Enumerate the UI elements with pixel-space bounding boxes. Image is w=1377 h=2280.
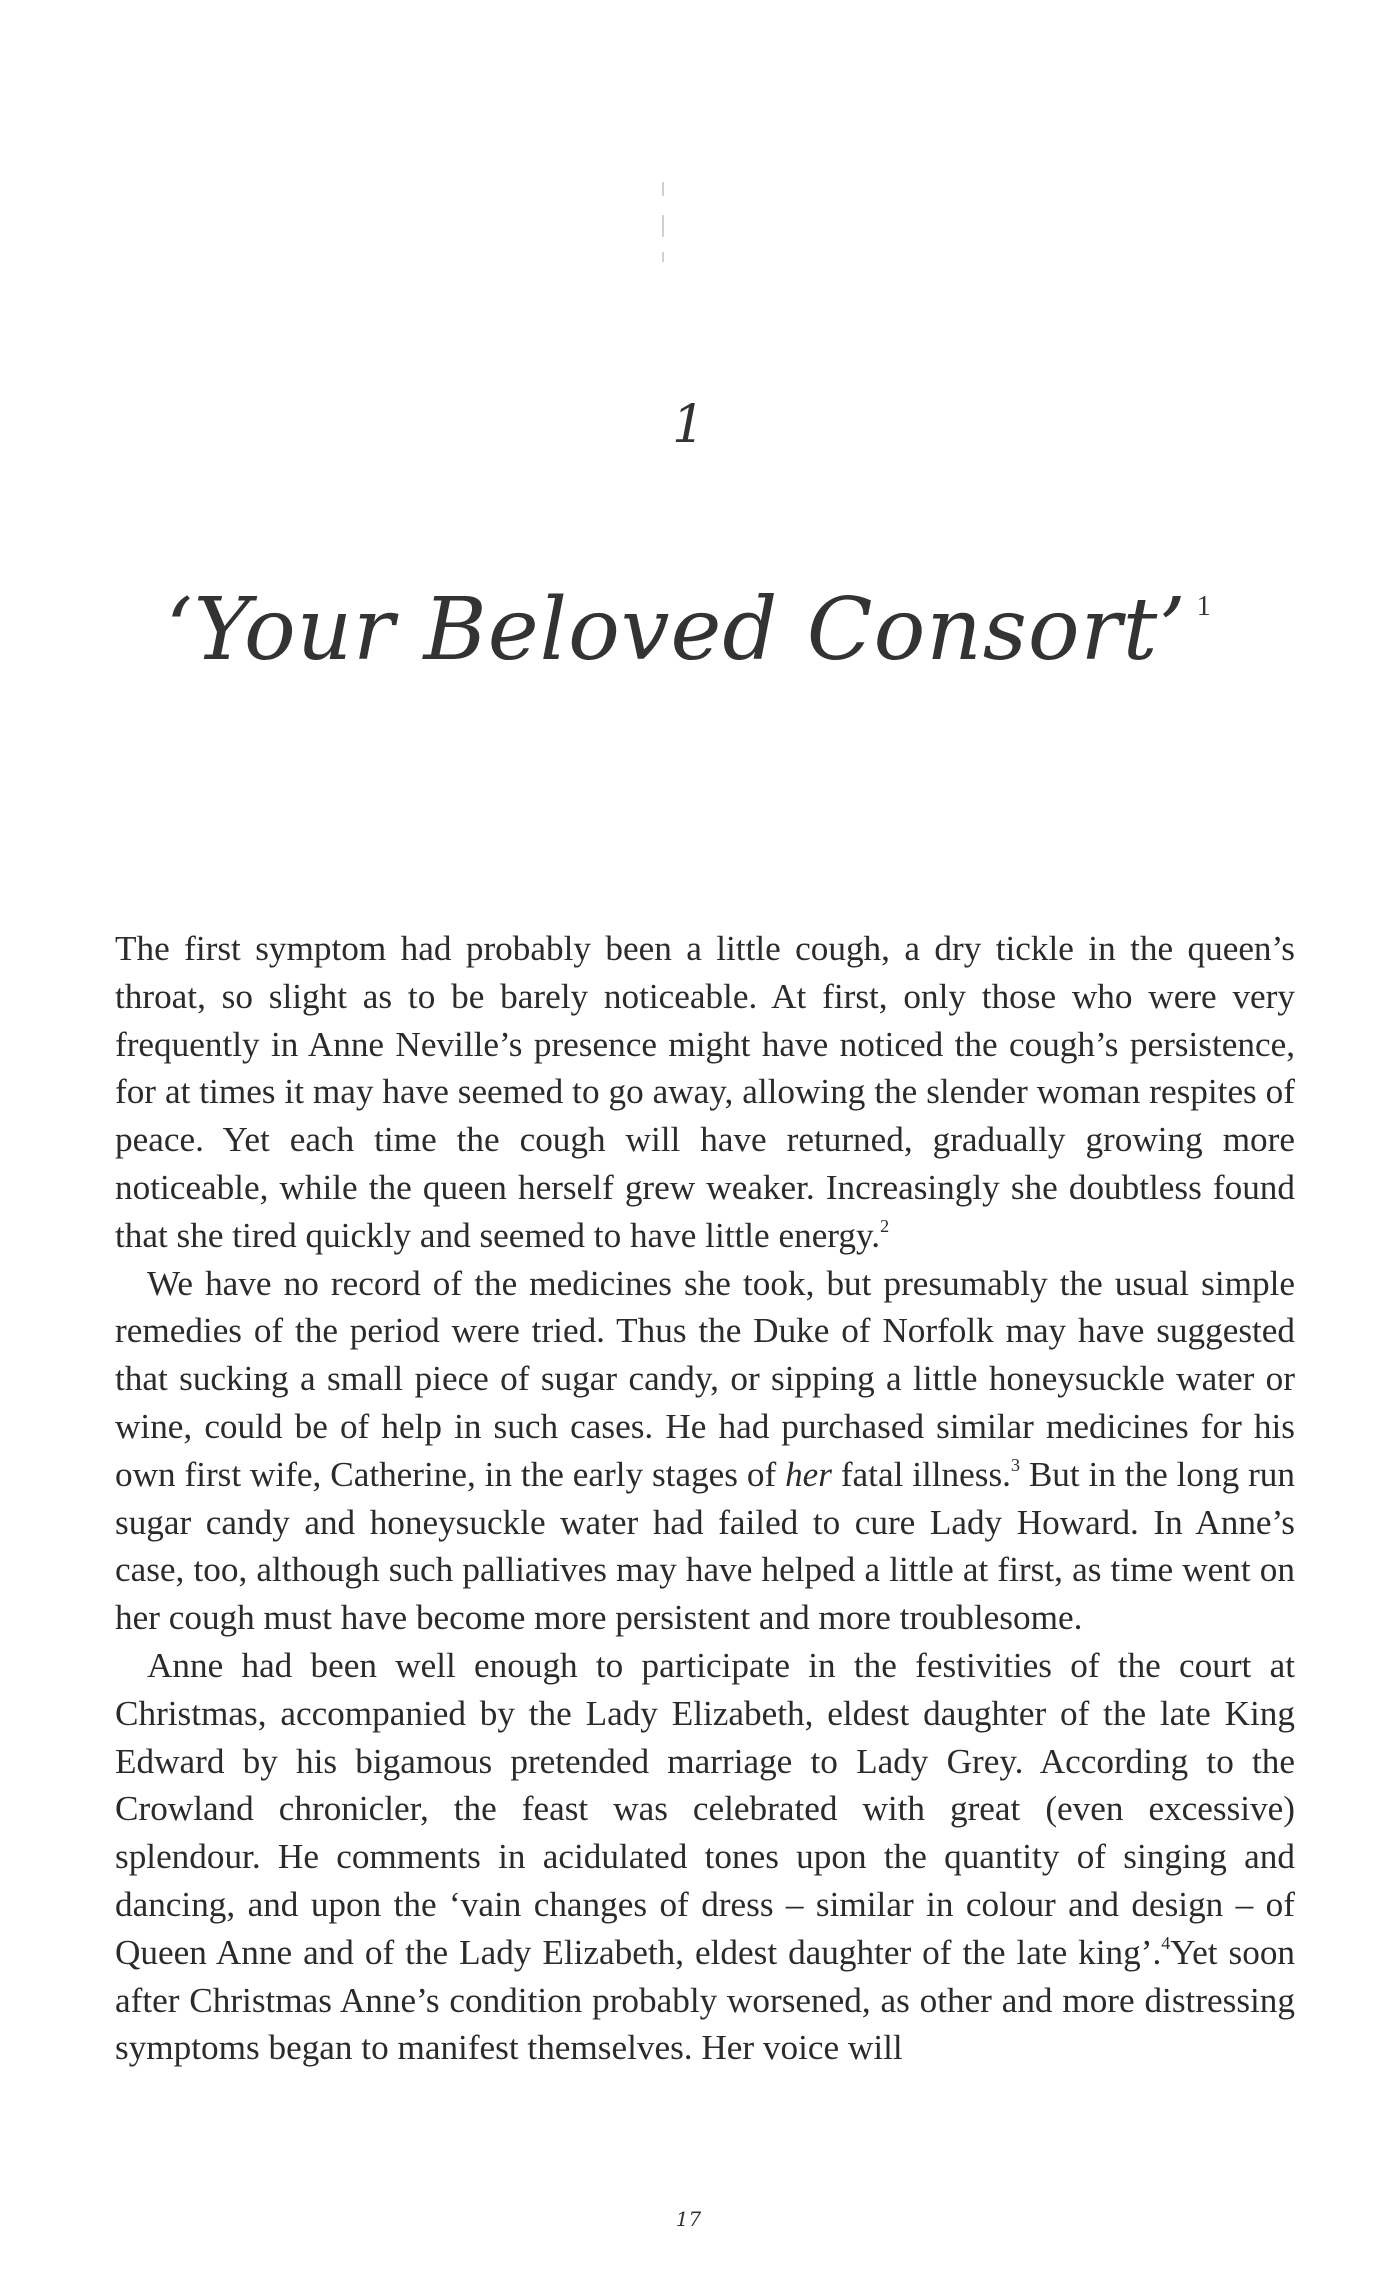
footnote-ref: 3 xyxy=(1010,1454,1020,1475)
scan-speck xyxy=(662,215,664,237)
paragraph xyxy=(115,1260,1295,1642)
paragraph-text: fatal illness. xyxy=(831,1454,1011,1494)
chapter-title xyxy=(0,580,1377,680)
paragraph xyxy=(115,925,1295,1260)
paragraph-text: We have no record of the medicines she took, but presumably the usual simple remedies of the period were tried. Thus the Duke of Norfolk may have suggested that sucking a small piece of sugar candy, or sipping a little honeysuckle water or wine, could be of help in such cases. He had purchased similar medicines for his own first wife, Catherine, in the early stages of xyxy=(115,1263,1295,1494)
chapter-title-note-ref: 1 xyxy=(1196,591,1212,622)
paragraph-text: But in the long run sugar candy and honeysuckle water had failed to cure Lady Howard. In Anne’s case, too, although such palliatives may have helped a little at first, as time went on her cough must have become more persistent and more troublesome. xyxy=(115,1454,1295,1638)
body-text xyxy=(115,925,1295,2072)
chapter-number: 1 xyxy=(671,395,706,455)
paragraph-text: Yet soon after Christmas Anne’s condition probably worsened, as other and more distressing symptoms began to manifest themselves. Her voice will xyxy=(115,1932,1296,2068)
paragraph xyxy=(115,1642,1295,2072)
paragraph-text: The first symptom had probably been a little cough, a dry tickle in the queen’s throat, so slight as to be barely noticeable. At first, only those who were very frequently in Anne Neville’s presence might have noticed the cough’s persistence, for at times it may have seemed to go away, allowing the slender woman respites of peace. Yet each time the cough will have returned, gradually growing more noticeable, while the queen herself grew weaker. Increasingly she doubtless found that she tired quickly and seemed to have little energy. xyxy=(115,929,1295,1255)
paragraph-text: Anne had been well enough to participate in the festivities of the court at Christmas, accompanied by the Lady Elizabeth, eldest daughter of the late King Edward by his bigamous pretended marriage to Lady Grey. According to the Crowland chronicler, the feast was celebrated with great (even excessive) splendour. He comments in acidulated tones upon the quantity of singing and dancing, and upon the ‘vain changes of dress – similar in colour and design – of Queen Anne and of the Lady Elizabeth, eldest daughter of the late king’. xyxy=(115,1645,1295,1972)
chapter-title-text: ‘Your Beloved Consort’ xyxy=(165,580,1187,680)
footnote-ref: 4 xyxy=(1161,1932,1171,1953)
footnote-ref: 2 xyxy=(880,1215,890,1236)
scan-speck xyxy=(662,252,664,262)
emphasis: her xyxy=(785,1454,832,1494)
scan-speck xyxy=(662,182,664,196)
page-number: 17 xyxy=(675,2207,702,2231)
